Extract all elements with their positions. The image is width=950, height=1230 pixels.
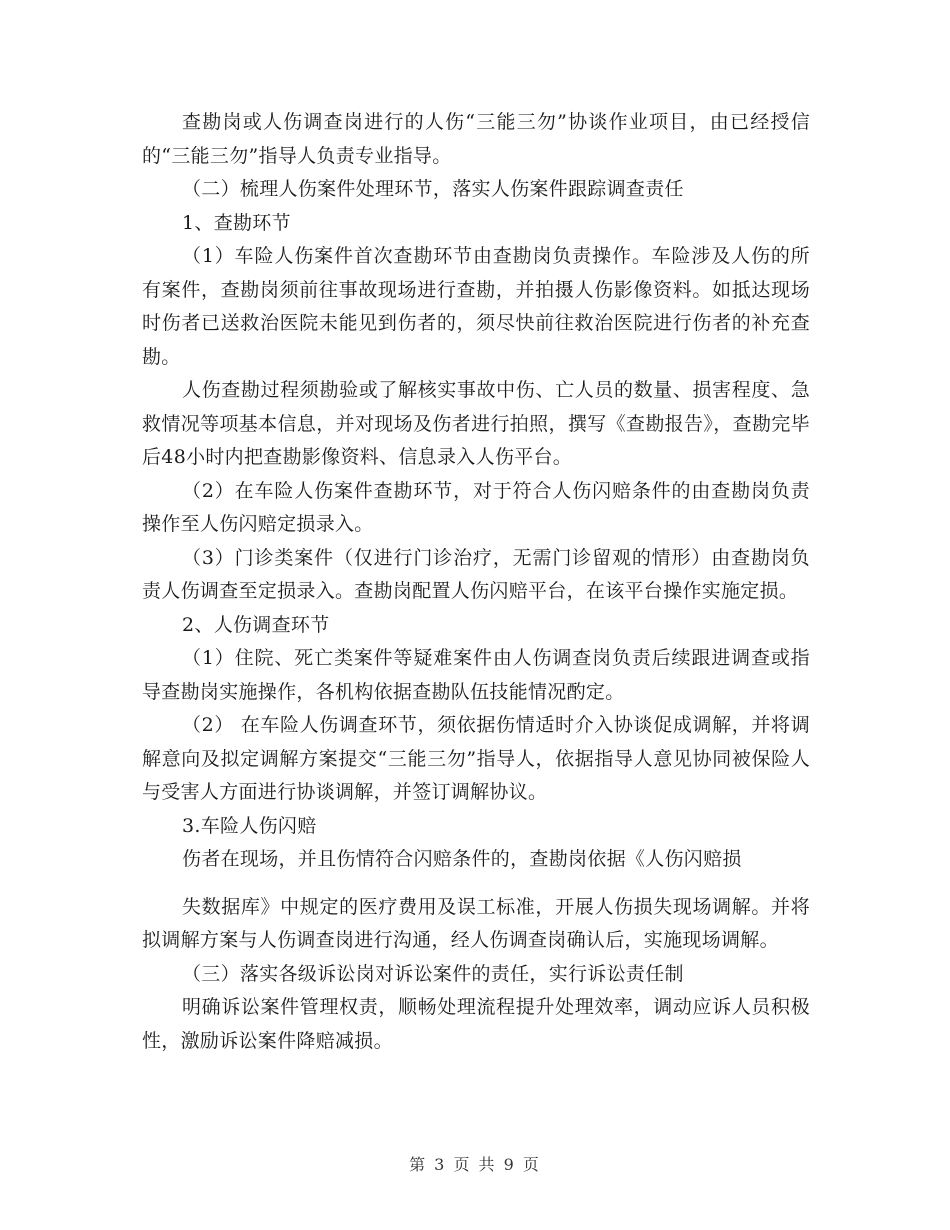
paragraph: 查勘岗或人伤调查岗进行的人伤“三能三勿”协谈作业项目，由已经授信的“三能三勿”指导人负责专业指导。 bbox=[142, 111, 810, 167]
paragraph: （2） 在车险人伤调查环节，须依据伤情适时介入协谈促成调解，并将调解意向及拟定调解方案提交“三能三勿”指导人，依据指导人意见协同被保险人与受害人方面进行协谈调解，并签订调解协议。 bbox=[142, 714, 810, 803]
paragraph: （3）门诊类案件（仅进行门诊治疗，无需门诊留观的情形）由查勘岗负责人伤调查至定损录入。查勘岗配置人伤闪赔平台，在该平台操作实施定损。 bbox=[142, 546, 810, 602]
page-number-footer: 第 3 页 共 9 页 bbox=[409, 1155, 541, 1174]
paragraph: （2）在车险人伤案件查勘环节，对于符合人伤闪赔条件的由查勘岗负责操作至人伤闪赔定损录入。 bbox=[142, 479, 810, 535]
paragraph: 人伤查勘过程须勘验或了解核实事故中伤、亡人员的数量、损害程度、急救情况等项基本信息，并对现场及伤者进行拍照，撰写《查勘报告》，查勘完毕后48小时内把查勘影像资料、信息录入人伤平台。 bbox=[142, 379, 810, 468]
paragraph: （1）住院、死亡类案件等疑难案件由人伤调查岗负责后续跟进调查或指导查勘岗实施操作，各机构依据查勘队伍技能情况酌定。 bbox=[142, 647, 810, 703]
paragraph: 失数据库》中规定的医疗费用及误工标准，开展人伤损失现场调解。并将拟调解方案与人伤调查岗进行沟通，经人伤调查岗确认后，实施现场调解。 bbox=[142, 895, 810, 951]
subsection-heading: 2、人伤调查环节 bbox=[182, 613, 330, 636]
document-body bbox=[142, 106, 810, 1058]
paragraph: 伤者在现场，并且伤情符合闪赔条件的，查勘岗依据《人伤闪赔损 bbox=[182, 848, 742, 870]
section-heading: （三）落实各级诉讼岗对诉讼案件的责任，实行诉讼责任制 bbox=[182, 962, 684, 985]
section-heading: （二）梳理人伤案件处理环节，落实人伤案件跟踪调查责任 bbox=[182, 178, 684, 200]
paragraph: （1）车险人伤案件首次查勘环节由查勘岗负责操作。车险涉及人伤的所有案件，查勘岗须前往事故现场进行查勘，并拍摄人伤影像资料。如抵达现场时伤者已送救治医院未能见到伤者的，须尽快前往救治医院进行伤者的补充查勘。 bbox=[142, 245, 810, 368]
subsection-heading: 3.车险人伤闪赔 bbox=[182, 814, 317, 837]
paragraph: 明确诉讼案件管理权责，顺畅处理流程提升处理效率，调动应诉人员积极性，激励诉讼案件降赔减损。 bbox=[142, 996, 810, 1052]
subsection-heading: 1、查勘环节 bbox=[182, 211, 291, 234]
